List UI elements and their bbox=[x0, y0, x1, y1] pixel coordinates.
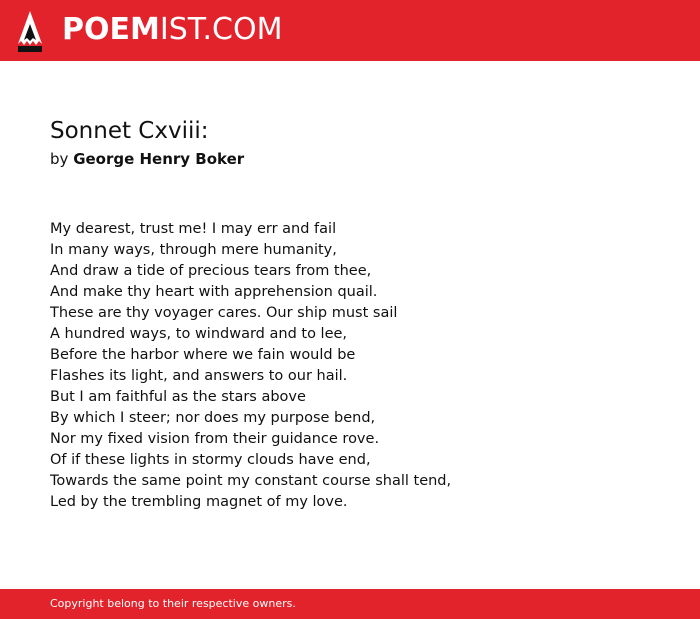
copyright-notice: Copyright belong to their respective owners. bbox=[50, 597, 296, 610]
poem-line: Towards the same point my constant course shall tend, bbox=[50, 473, 452, 489]
brand-light: IST.COM bbox=[159, 12, 283, 47]
site-footer bbox=[0, 589, 700, 619]
poem-line: Before the harbor where we fain would be bbox=[50, 347, 356, 363]
poem-line: Nor my fixed vision from their guidance rove. bbox=[50, 431, 380, 447]
poem-body bbox=[50, 219, 670, 513]
poem-line: And make thy heart with apprehension quail. bbox=[50, 284, 378, 300]
poem-author: George Henry Boker bbox=[73, 150, 245, 168]
site-header bbox=[0, 0, 700, 61]
poem-line: By which I steer; nor does my purpose bend, bbox=[50, 410, 376, 426]
poem-byline bbox=[50, 150, 244, 169]
brand-bold: POEM bbox=[62, 12, 160, 47]
poem-title: Sonnet Cxviii: bbox=[50, 118, 209, 144]
site-logo-text[interactable] bbox=[62, 12, 282, 48]
poem-line: Flashes its light, and answers to our hail. bbox=[50, 368, 348, 384]
poem-line: In many ways, through mere humanity, bbox=[50, 242, 337, 258]
poem-line: A hundred ways, to windward and to lee, bbox=[50, 326, 348, 342]
poem-line: But I am faithful as the stars above bbox=[50, 389, 306, 405]
by-label: by bbox=[50, 150, 69, 168]
poem-line: Led by the trembling magnet of my love. bbox=[50, 494, 348, 510]
poem-line: These are thy voyager cares. Our ship must sail bbox=[50, 305, 398, 321]
poem-line: And draw a tide of precious tears from thee, bbox=[50, 263, 372, 279]
poem-line: My dearest, trust me! I may err and fail bbox=[50, 221, 337, 237]
pencil-tip-icon[interactable] bbox=[17, 10, 43, 52]
poem-line: Of if these lights in stormy clouds have end, bbox=[50, 452, 371, 468]
